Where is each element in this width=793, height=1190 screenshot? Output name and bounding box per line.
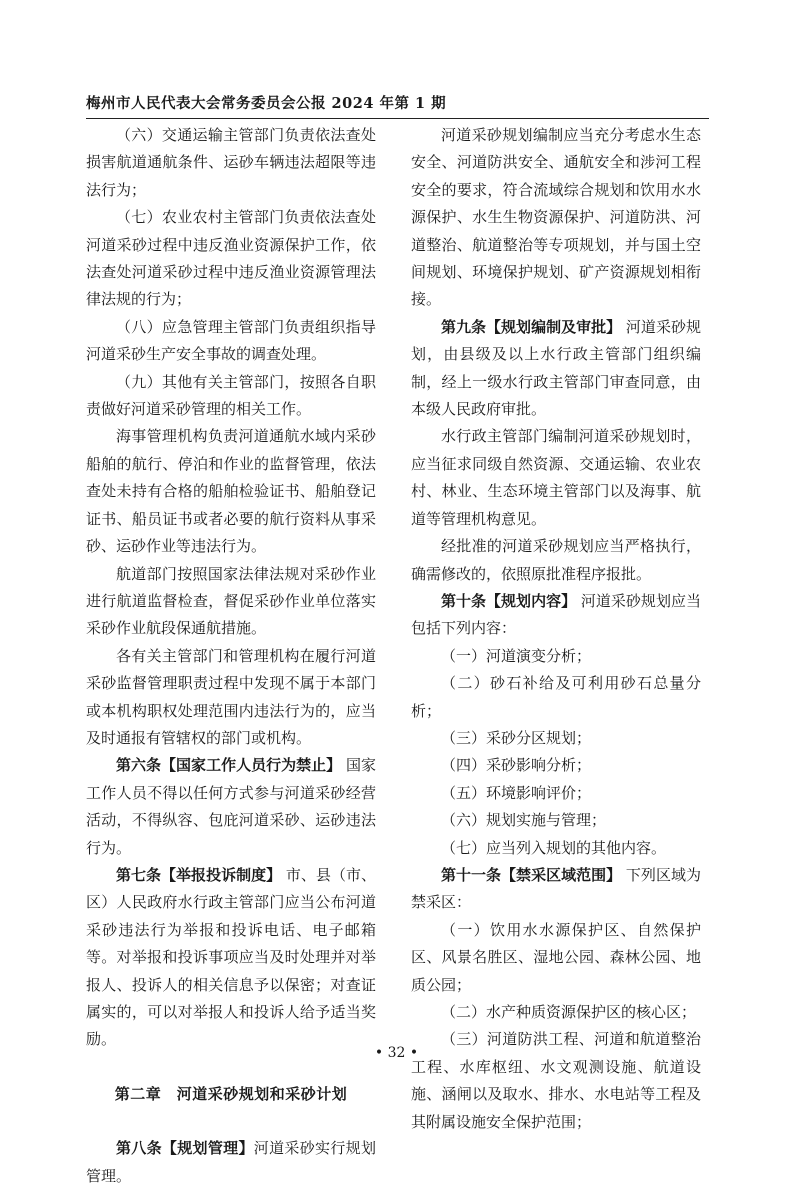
paragraph: 海事管理机构负责河道通航水域内采砂船舶的航行、停泊和作业的监督管理，依法查处未持有合格的船舶检验证书、船舶登记证书、船员证书或者必要的航行资料从事采砂、运砂作业等违法行为。 — [86, 427, 376, 556]
list-item: （三）河道防洪工程、河道和航道整治工程、水库枢纽、水文观测设施、航道设施、涵闸以及取水、排水、水电站等工程及其附属设施安全保护范围； — [411, 1030, 701, 1131]
article-title: 第八条【规划管理】 — [116, 1139, 254, 1158]
list-item: （二）水产种质资源保护区的核心区； — [441, 1003, 697, 1021]
paragraph: （八）应急管理主管部门负责组织指导河道采砂生产安全事故的调查处理。 — [86, 317, 376, 364]
list-item: （一）饮用水水源保护区、自然保护区、风景名胜区、湿地公园、森林公园、地质公园； — [411, 920, 701, 994]
chapter-heading: 第二章 河道采砂规划和采砂计划 — [114, 1084, 348, 1103]
right-column — [411, 122, 701, 1136]
list-item: （一）河道演变分析； — [441, 646, 592, 665]
article-body: 下列区域为禁采区： — [411, 865, 701, 912]
bulletin-header: 梅州市人民代表大会常务委员会公报 2024 年第 1 期 — [86, 95, 447, 112]
paragraph: 水行政主管部门编制河道采砂规划时，应当征求同级自然资源、交通运输、农业农村、林业、生态环境主管部门以及海事、航道等管理机构意见。 — [411, 427, 701, 528]
article-body: 河道采砂实行规划管理。 — [86, 1139, 376, 1185]
list-item: （二）砂石补给及可利用砂石总量分析； — [411, 674, 701, 720]
article-10 — [411, 588, 701, 643]
paragraph: （七）农业农村主管部门负责依法查处河道采砂过程中违反渔业资源保护工作，依法查处河道采砂过程中违反渔业资源管理法律法规的行为； — [86, 208, 376, 309]
header-divider — [86, 118, 709, 119]
paragraph: 航道部门按照国家法律法规对采砂作业进行航道监督检查，督促采砂作业单位落实采砂作业航段保通航措施。 — [86, 564, 376, 638]
article-8 — [86, 1135, 376, 1190]
article-7 — [86, 862, 376, 1054]
left-column — [86, 122, 376, 1190]
article-title: 第九条【规划编制及审批】 — [441, 317, 622, 336]
list-item: （三）采砂分区规划； — [441, 728, 592, 747]
article-6 — [86, 752, 376, 862]
article-11 — [411, 862, 701, 917]
list-item: （四）采砂影响分析； — [441, 756, 592, 775]
article-body: 河道采砂规划应当包括下列内容： — [411, 591, 701, 638]
paragraph: 各有关主管部门和管理机构在履行河道采砂监督管理职责过程中发现不属于本部门或本机构职权处理范围内违法行为的，应当及时通报有管辖权的部门或机构。 — [86, 646, 376, 747]
article-body: 市、县（市、区）人民政府水行政主管部门应当公布河道采砂违法行为举报和投诉电话、电子邮箱等。对举报和投诉事项应当及时处理并对举报人、投诉人的相关信息予以保密；对查证属实的，可以对举报人和投诉人给予适当奖励。 — [86, 865, 376, 1049]
article-title: 第六条【国家工作人员行为禁止】 — [116, 756, 342, 775]
article-title: 第七条【举报投诉制度】 — [116, 865, 282, 884]
paragraph: 河道采砂规划编制应当充分考虑水生态安全、河道防洪安全、通航安全和涉河工程安全的要求，符合流域综合规划和饮用水水源保护、水生生物资源保护、河道防洪、河道整治、航道整治等专项规划，并与国土空间规划、环境保护规划、矿产资源规划相衔接。 — [411, 126, 701, 309]
list-item: （六）规划实施与管理； — [441, 811, 607, 830]
list-item: （五）环境影响评价； — [441, 783, 592, 802]
article-title: 第十条【规划内容】 — [441, 591, 577, 610]
article-title: 第十一条【禁采区域范围】 — [441, 865, 622, 884]
paragraph: （六）交通运输主管部门负责依法查处损害航道通航条件、运砂车辆违法超限等违法行为； — [86, 126, 376, 199]
paragraph: 经批准的河道采砂规划应当严格执行，确需修改的，依照原批准程序报批。 — [411, 537, 701, 583]
page-number: • 32 • — [374, 1045, 419, 1061]
article-body: 河道采砂规划，由县级及以上水行政主管部门组织编制，经上一级水行政主管部门审查同意，由本级人民政府审批。 — [411, 317, 701, 419]
article-9 — [411, 314, 701, 424]
paragraph: （九）其他有关主管部门，按照各自职责做好河道采砂管理的相关工作。 — [86, 372, 376, 419]
list-item: （七）应当列入规划的其他内容。 — [441, 838, 667, 857]
article-body: 国家工作人员不得以任何方式参与河道采砂经营活动，不得纵容、包庇河道采砂、运砂违法行为。 — [86, 756, 376, 857]
